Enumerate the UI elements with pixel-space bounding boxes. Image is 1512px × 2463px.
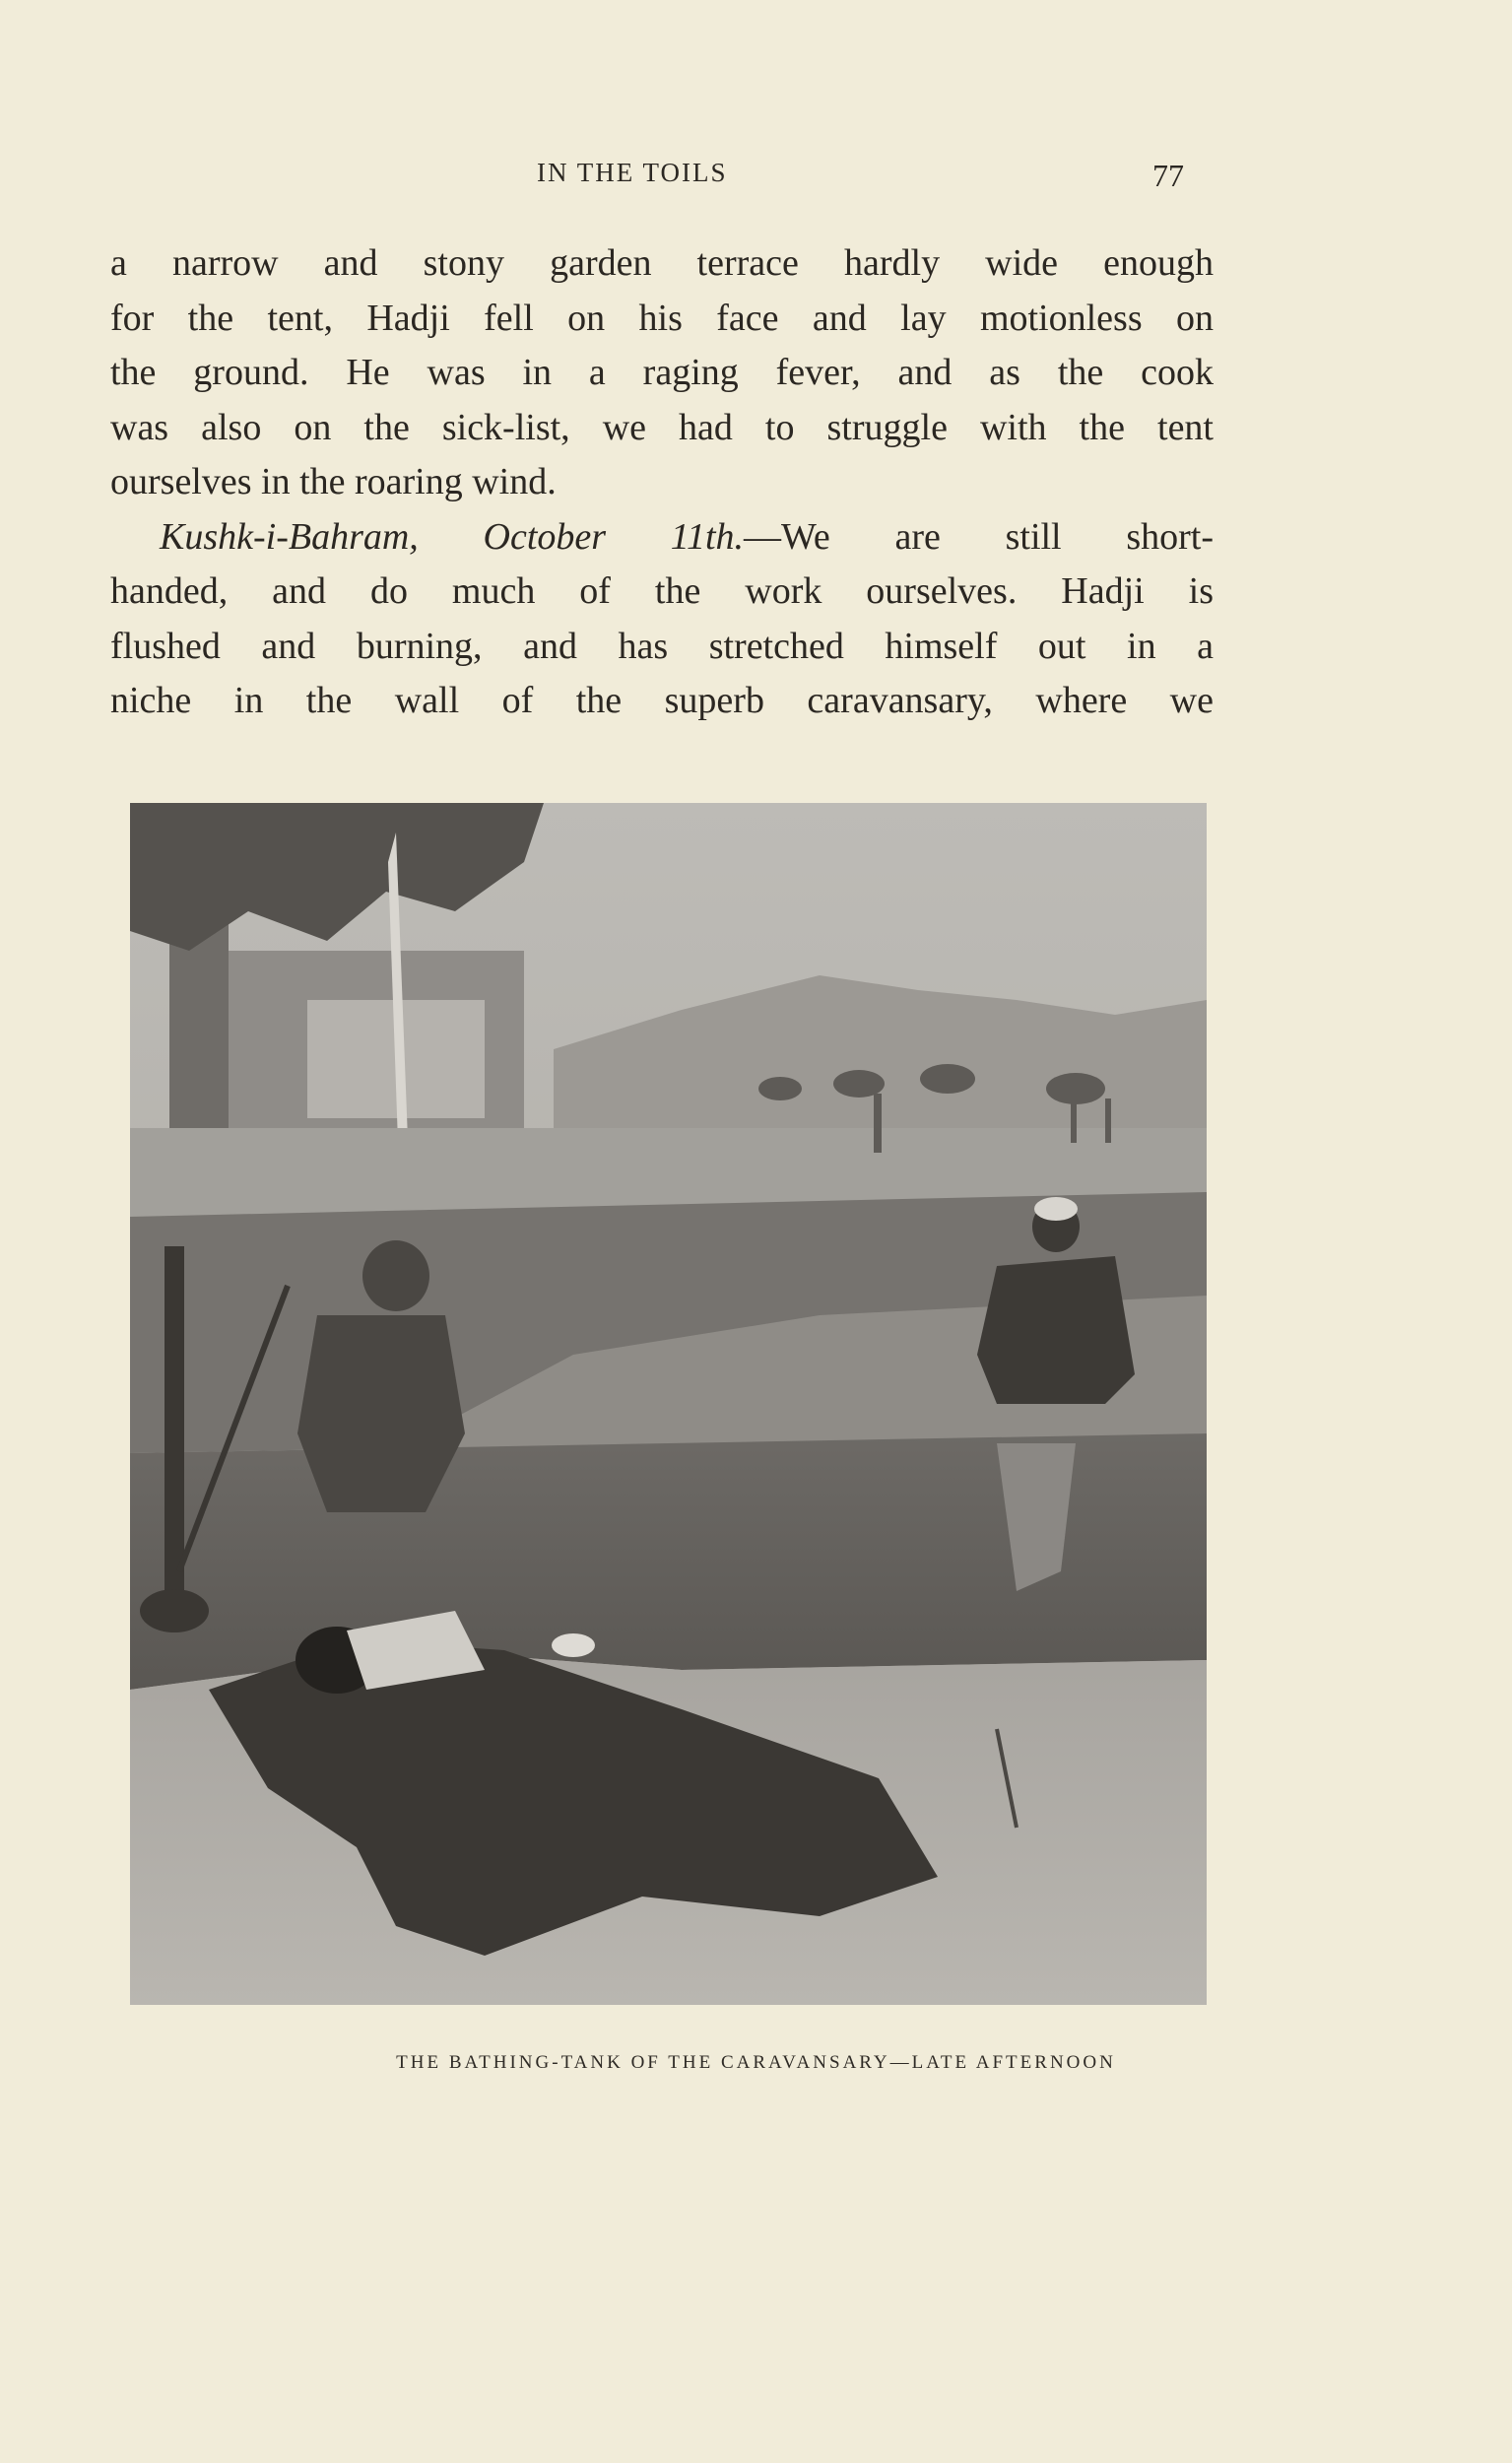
page-number: 77	[1152, 158, 1184, 193]
caravansary-illustration	[130, 803, 1207, 2005]
figure-caption: THE BATHING-TANK OF THE CARAVANSARY—LATE AFTERNOON	[396, 2052, 1116, 2073]
halftone-plate	[130, 803, 1207, 2005]
running-head	[0, 158, 1512, 197]
text-line: the ground. He was in a raging fever, and as the cook	[110, 352, 1214, 393]
entry-text: —We are still short-	[744, 515, 1214, 558]
running-title: IN THE TOILS	[537, 158, 728, 187]
body-text	[110, 236, 1214, 729]
text-line: flushed and burning, and has stretched himself out in a	[110, 625, 1214, 667]
text-line: handed, and do much of the work ourselves. Hadji is	[110, 570, 1214, 612]
text-line: was also on the sick-list, we had to struggle with the tent	[110, 406, 1214, 448]
text-line: ourselves in the roaring wind.	[110, 461, 557, 502]
text-line: a narrow and stony garden terrace hardly wide enough	[110, 242, 1214, 284]
text-line: niche in the wall of the superb caravansary, where we	[110, 680, 1214, 721]
text-line: for the tent, Hadji fell on his face and lay motionless on	[110, 297, 1214, 339]
diary-entry-line	[110, 510, 1214, 566]
entry-place-date: Kushk-i-Bahram, October 11th.	[160, 515, 745, 558]
